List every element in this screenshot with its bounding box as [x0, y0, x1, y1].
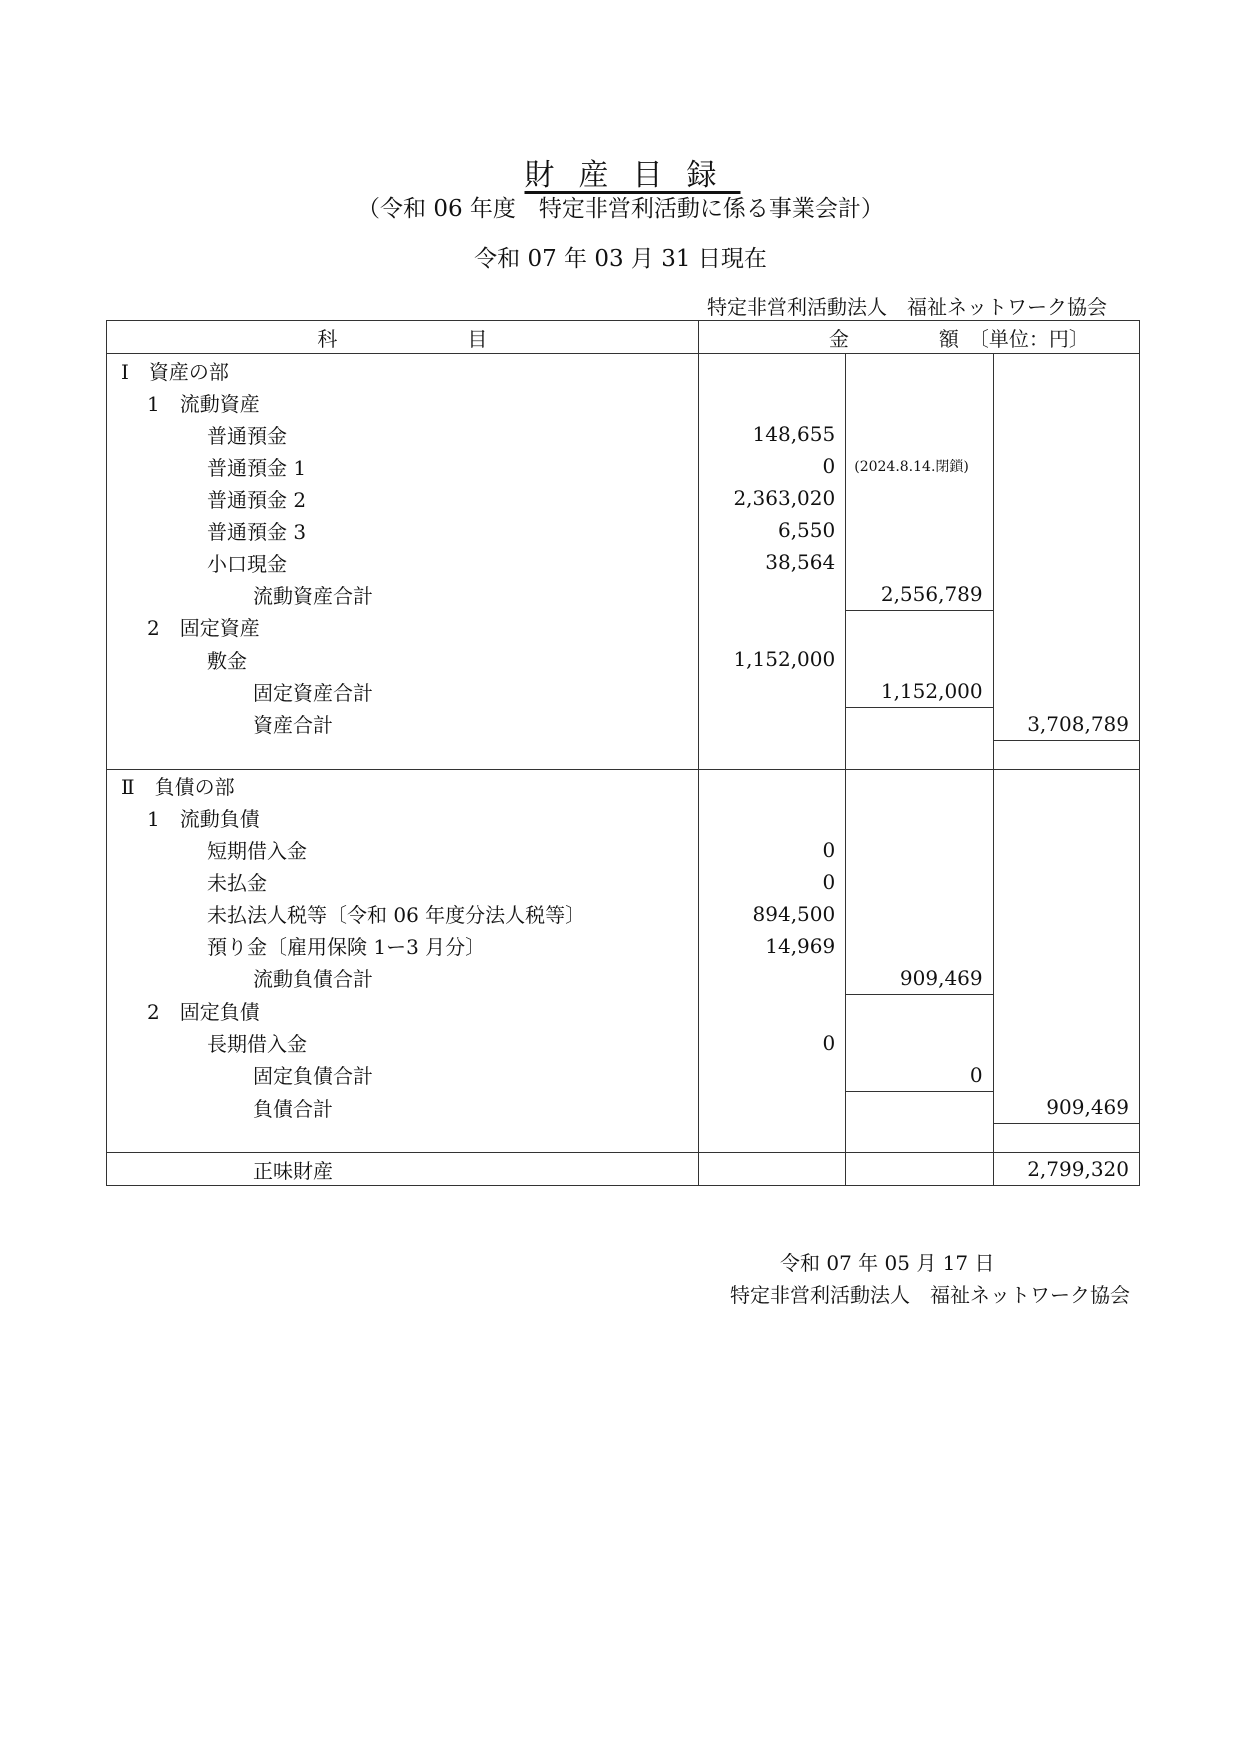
- table-row: [107, 1124, 1140, 1153]
- table-row: [107, 386, 1140, 418]
- table-row: 普通預金 1 0 (2024.8.14.閉鎖): [107, 450, 1140, 482]
- document-title: 財産目録: [524, 158, 741, 193]
- fixed-liabilities-total: 0: [846, 1059, 993, 1092]
- closure-note: (2024.8.14.閉鎖): [846, 450, 993, 482]
- table-row: [107, 354, 1140, 387]
- table-header: [107, 321, 1140, 354]
- table-row: 普通預金 2 2,363,020: [107, 482, 1140, 514]
- table-row: 未払法人税等〔令和 06 年度分法人税等〕 894,500: [107, 898, 1140, 930]
- net-assets-label: 正味財産: [107, 1153, 699, 1186]
- footer-date: 令和 07 年 05 月 17 日: [780, 1251, 995, 1275]
- table-row: 資産合計 3,708,789: [107, 708, 1140, 741]
- net-assets-value: 2,799,320: [993, 1153, 1139, 1186]
- table-row: [107, 1153, 1140, 1186]
- table-row: [107, 769, 1140, 802]
- current-assets-total: 2,556,789: [846, 578, 993, 611]
- current-liabilities-total: 909,469: [846, 962, 993, 995]
- table-row: 小口現金 38,564: [107, 546, 1140, 578]
- table-row: 敷金 1,152,000: [107, 643, 1140, 675]
- table-row: 短期借入金 0: [107, 834, 1140, 866]
- table-row: 長期借入金 0: [107, 1027, 1140, 1059]
- table-row: 普通預金 3 6,550: [107, 514, 1140, 546]
- header-kamoku: 科 目: [107, 321, 699, 354]
- table-row: 固定資産合計 1,152,000: [107, 675, 1140, 708]
- table-row: 流動資産合計 2,556,789: [107, 578, 1140, 611]
- liabilities-total: 909,469: [993, 1091, 1139, 1124]
- liabilities-section-label: Ⅱ 負債の部: [107, 769, 699, 802]
- unit-label: 〔単位：円〕: [968, 326, 1089, 351]
- table-row: 未払金 0: [107, 866, 1140, 898]
- table-row: [107, 994, 1140, 1027]
- table-row: [107, 802, 1140, 834]
- table-row: 流動負債合計 909,469: [107, 962, 1140, 995]
- current-assets-label: 1 流動資産: [107, 386, 699, 418]
- current-liabilities-label: 1 流動負債: [107, 802, 699, 834]
- fixed-assets-total: 1,152,000: [846, 675, 993, 708]
- table-row: [107, 611, 1140, 644]
- assets-total: 3,708,789: [993, 708, 1139, 741]
- assets-section-label: Ⅰ 資産の部: [107, 354, 699, 387]
- inventory-table: [106, 320, 1140, 1186]
- organization-name: 特定非営利活動法人 福祉ネットワーク協会: [707, 295, 1107, 319]
- table-row: 負債合計 909,469: [107, 1091, 1140, 1124]
- table-row: 固定負債合計 0: [107, 1059, 1140, 1092]
- table-row: [107, 740, 1140, 769]
- header-kingaku: 金 額 〔単位：円〕: [698, 321, 1139, 354]
- document-subtitle: （令和 06 年度 特定非営利活動に係る事業会計）: [357, 196, 884, 222]
- fixed-assets-label: 2 固定資産: [107, 611, 699, 644]
- as-of-date: 令和 07 年 03 月 31 日現在: [474, 246, 767, 272]
- table-row: 預り金〔雇用保険 1ー3 月分〕 14,969: [107, 930, 1140, 962]
- footer-organization: 特定非営利活動法人 福祉ネットワーク協会: [730, 1283, 1130, 1307]
- fixed-liabilities-label: 2 固定負債: [107, 994, 699, 1027]
- table-row: 普通預金 148,655: [107, 418, 1140, 450]
